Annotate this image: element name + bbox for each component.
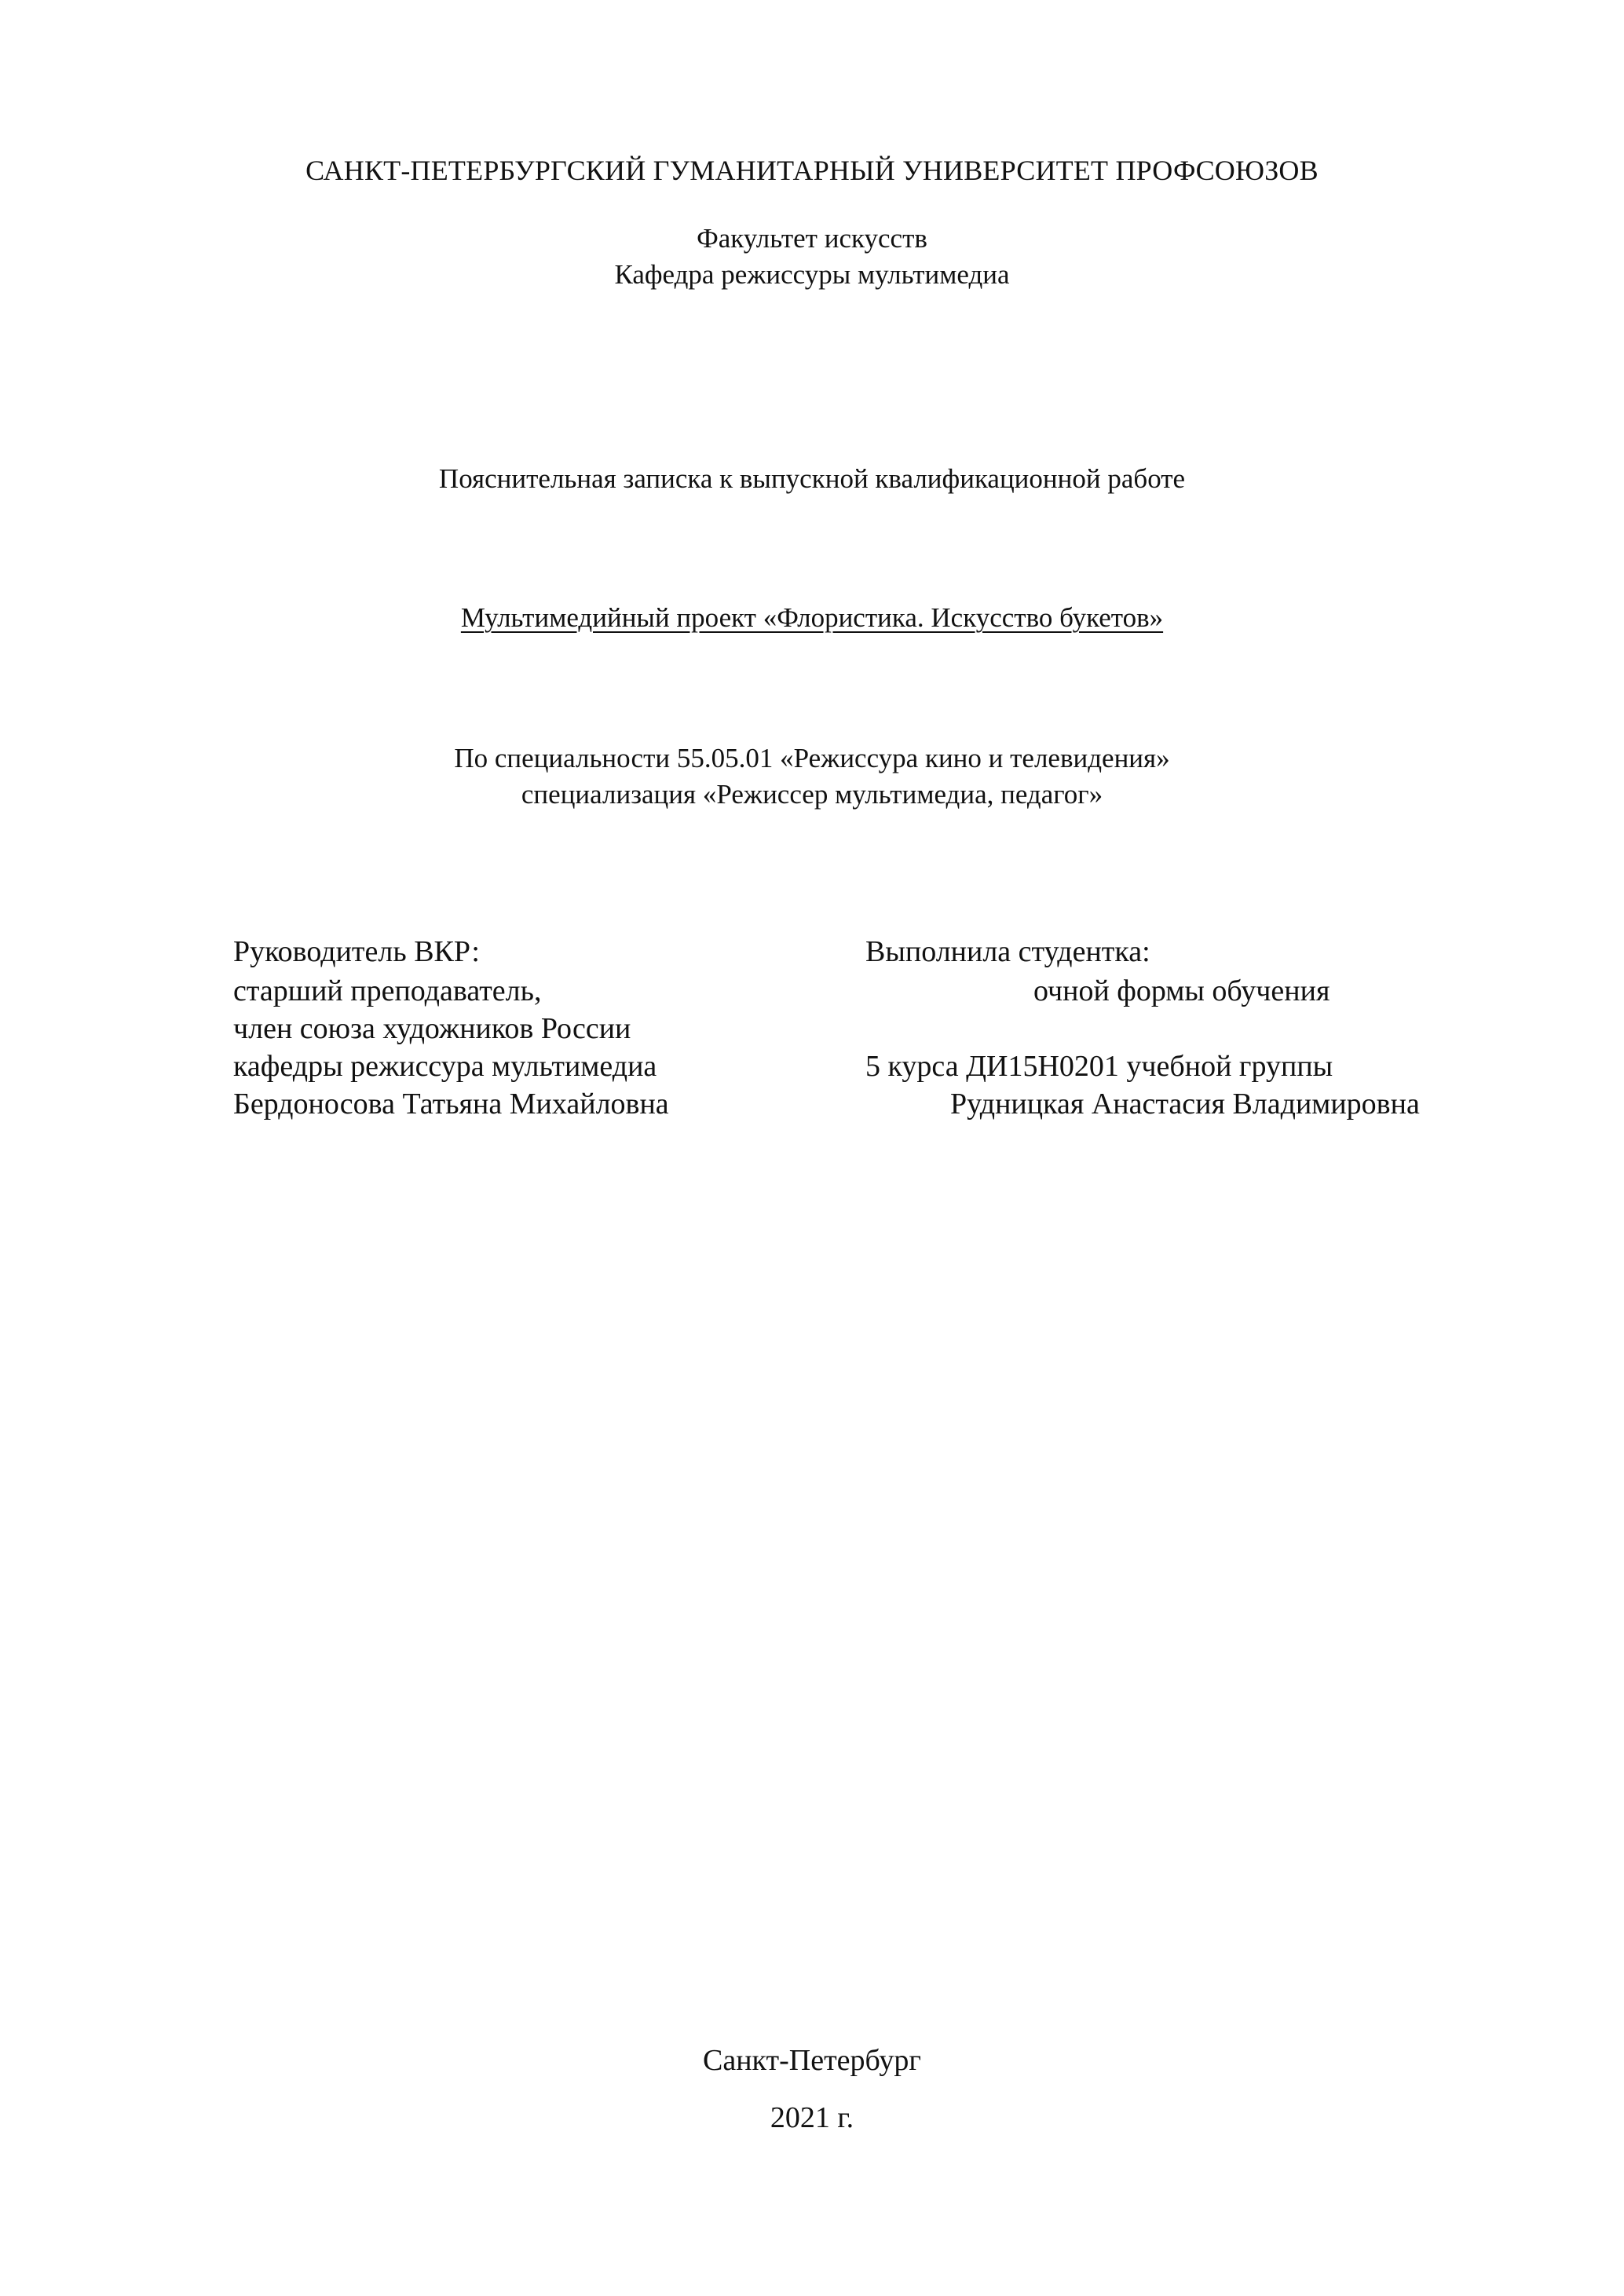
student-group: 5 курса ДИ15Н0201 учебной группы — [865, 1050, 1333, 1083]
specialization-line: специализация «Режиссер мультимедиа, педагог» — [521, 779, 1103, 810]
student-name: Рудницкая Анастасия Владимировна — [950, 1088, 1420, 1121]
supervisor-heading: Руководитель ВКР: — [233, 935, 480, 968]
student-heading: Выполнила студентка: — [865, 935, 1150, 968]
student-study-form: очной формы обучения — [1033, 974, 1330, 1007]
department-name: Кафедра режиссуры мультимедиа — [614, 259, 1010, 290]
project-title — [0, 602, 1624, 634]
supervisor-membership: член союза художников России — [233, 1012, 631, 1045]
project-title-text: Мультимедийный проект «Флористика. Искусство букетов» — [460, 602, 1164, 633]
faculty-name: Факультет искусств — [697, 223, 927, 254]
document-type: Пояснительная записка к выпускной квалификационной работе — [438, 463, 1186, 494]
supervisor-department: кафедры режиссура мультимедиа — [233, 1050, 657, 1083]
university-name: САНКТ-ПЕТЕРБУРГСКИЙ ГУМАНИТАРНЫЙ УНИВЕРСИТЕТ ПРОФСОЮЗОВ — [305, 155, 1319, 186]
city: Санкт-Петербург — [702, 2044, 922, 2077]
year: 2021 г. — [770, 2101, 854, 2134]
supervisor-position: старший преподаватель, — [233, 974, 542, 1007]
specialty-line: По специальности 55.05.01 «Режиссура кино и телевидения» — [454, 743, 1170, 773]
supervisor-name: Бердоносова Татьяна Михайловна — [233, 1088, 669, 1121]
